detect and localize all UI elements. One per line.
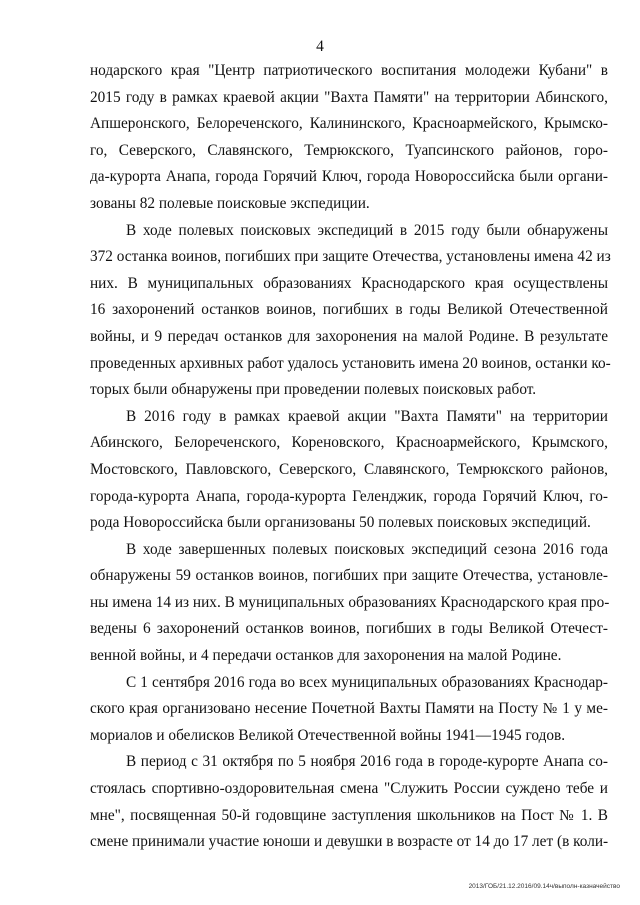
text-line: В ходе завершенных полевых поисковых экспедиций сезона 2016 года [126, 540, 608, 558]
page-number: 4 [316, 38, 324, 55]
text-line: Мостовского, Павловского, Северского, Славянского, Темрюкского районов, [90, 460, 608, 478]
text-line: обнаружены 59 останков воинов, погибших при защите Отечества, установле- [90, 567, 608, 585]
text-line: торых были обнаружены при проведении полевых поисковых работ. [90, 381, 537, 399]
text-line: ны имена 14 из них. В муниципальных образованиях Краснодарского края про- [90, 593, 610, 611]
text-line: 372 останка воинов, погибших при защите Отечества, установлены имена 42 из [90, 248, 611, 266]
text-line: мориалов и обелисков Великой Отечественной войны 1941—1945 годов. [90, 726, 566, 744]
text-line: ского края организовано несение Почетной Вахты Памяти на Посту № 1 у ме- [90, 700, 608, 718]
text-line: мне", посвященная 50-й годовщине заступления школьников на Пост № 1. В [90, 806, 608, 824]
text-line: да-курорта Анапа, города Горячий Ключ, города Новороссийска были органи- [90, 168, 608, 186]
text-line: В 2016 году в рамках краевой акции "Вахта Памяти" на территории [126, 407, 608, 425]
document-footer-code: 2013/ГОБ/21.12.2016/09.14ч/выполн-казначейство [468, 883, 620, 890]
text-line: венной войны, и 4 передачи останков для захоронения на малой Родине. [90, 647, 562, 665]
text-line: смене принимали участие юноши и девушки в возрасте от 14 до 17 лет (в коли- [90, 833, 609, 851]
text-line: 16 захоронений останков воинов, погибших в годы Великой Отечественной [90, 301, 608, 319]
text-line: Апшеронского, Белореченского, Калининского, Красноармейского, Крымско- [90, 115, 608, 133]
text-line: В ходе полевых поисковых экспедиций в 2015 году были обнаружены [126, 221, 608, 239]
text-line: 2015 году в рамках краевой акции "Вахта Памяти" на территории Абинского, [90, 88, 608, 106]
text-line: рода Новороссийска были организованы 50 полевых поисковых экспедиций. [90, 514, 591, 532]
text-line: В период с 31 октября по 5 ноября 2016 года в городе-курорте Анапа со- [126, 753, 608, 771]
text-line: стоялась спортивно-оздоровительная смена "Служить России суждено тебе и [90, 780, 608, 798]
text-line: проведенных архивных работ удалось установить имена 20 воинов, останки ко- [90, 354, 611, 372]
text-line: нодарского края "Центр патриотического воспитания молодежи Кубани" в [90, 62, 608, 79]
text-line: города-курорта Анапа, города-курорта Геленджик, города Горячий Ключ, го- [90, 487, 608, 505]
text-line: С 1 сентября 2016 года во всех муниципальных образованиях Краснодар- [126, 673, 608, 691]
text-line: зованы 82 полевые поисковые экспедиции. [90, 194, 370, 212]
text-line: ведены 6 захоронений останков воинов, погибших в годы Великой Отечест- [90, 620, 608, 638]
text-line: го, Северского, Славянского, Темрюкского, Туапсинского районов, горо- [90, 141, 608, 159]
text-line: Абинского, Белореченского, Кореновского, Красноармейского, Крымского, [90, 434, 608, 452]
body-text [90, 58, 611, 856]
text-line: них. В муниципальных образованиях Краснодарского края осуществлены [90, 274, 608, 292]
text-line: войны, и 9 передач останков для захоронения на малой Родине. В результате [90, 327, 608, 345]
